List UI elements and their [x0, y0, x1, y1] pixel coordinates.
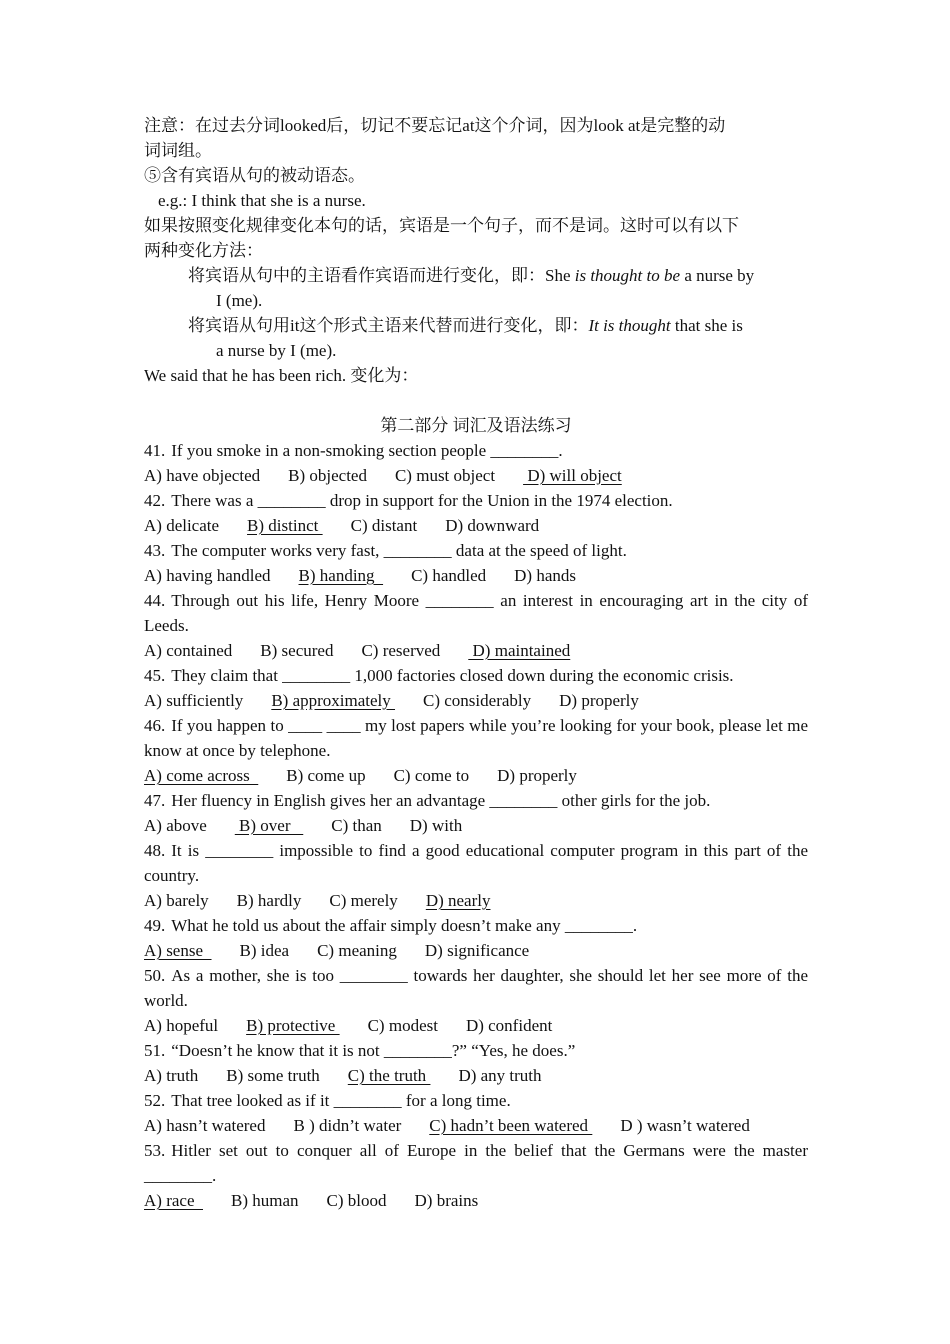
method-text: a nurse by: [680, 266, 755, 285]
question-number: 44.: [144, 591, 166, 610]
questions-list: [144, 438, 808, 1213]
correct-option: D) maintained: [468, 641, 571, 660]
correct-option: B) handing: [298, 566, 384, 585]
answer-option: A) truth: [144, 1066, 199, 1085]
answer-options: [144, 1113, 808, 1138]
answer-option: D) properly: [559, 691, 639, 710]
answer-option: C) distant: [350, 516, 418, 535]
item-heading: ⑤含有宾语从句的被动语态。: [144, 166, 365, 185]
question-stem: [144, 713, 808, 763]
answer-option: B) some truth: [226, 1066, 320, 1085]
answer-option: D) confident: [465, 1016, 553, 1035]
answer-option: D) brains: [414, 1191, 479, 1210]
method-two-continued: a nurse by I (me).: [216, 341, 337, 360]
question-stem: [144, 538, 808, 563]
answer-option: B ) didn’t water: [293, 1116, 402, 1135]
answer-options: [144, 1013, 808, 1038]
question-stem: [144, 963, 808, 1013]
method-text: that she is: [670, 316, 743, 335]
correct-option: B) protective: [246, 1016, 340, 1035]
question-item: [144, 963, 808, 1038]
answer-option: C) reserved: [361, 641, 441, 660]
question-item: [144, 538, 808, 588]
explanation-line: 两种变化方法：: [144, 241, 263, 260]
question-text: Hitler set out to conquer all of Europe in the belief that the Germans were the master ________.: [144, 1141, 808, 1185]
question-item: [144, 913, 808, 963]
method-one-continued: I (me).: [216, 291, 263, 310]
answer-option: D) downward: [445, 516, 540, 535]
method-two: [144, 313, 808, 338]
correct-option: A) sense: [144, 941, 212, 960]
example-sentence: e.g.: I think that she is a nurse.: [158, 191, 366, 210]
answer-option: A) having handled: [144, 566, 271, 585]
correct-option: B) distinct: [247, 516, 323, 535]
answer-options: [144, 688, 808, 713]
method-text: 将宾语从句用it这个形式主语来代替而进行变化，即：: [188, 316, 589, 335]
question-number: 49.: [144, 916, 166, 935]
answer-option: A) delicate: [144, 516, 220, 535]
question-stem: [144, 438, 808, 463]
answer-option: B) human: [231, 1191, 299, 1210]
question-number: 48.: [144, 841, 166, 860]
question-number: 47.: [144, 791, 166, 810]
answer-option: C) modest: [367, 1016, 438, 1035]
question-stem: [144, 588, 808, 638]
answer-option: B) hardly: [236, 891, 302, 910]
answer-option: D ) wasn’t watered: [620, 1116, 750, 1135]
answer-option: C) considerably: [423, 691, 532, 710]
section-title: 第二部分 词汇及语法练习: [380, 416, 572, 435]
answer-option: C) must object: [394, 466, 496, 485]
question-number: 53.: [144, 1141, 166, 1160]
answer-option: A) hopeful: [144, 1016, 219, 1035]
answer-options: [144, 888, 808, 913]
question-text: There was a ________ drop in support for the Union in the 1974 election.: [171, 491, 673, 510]
answer-option: C) come to: [393, 766, 470, 785]
question-item: [144, 713, 808, 788]
answer-options: [144, 1188, 808, 1213]
answer-option: C) blood: [326, 1191, 387, 1210]
correct-option: D) nearly: [425, 891, 491, 910]
document-page: [144, 113, 808, 1213]
question-text: It is ________ impossible to find a good educational computer program in this part of the country.: [144, 841, 808, 885]
question-number: 45.: [144, 666, 166, 685]
question-number: 43.: [144, 541, 166, 560]
method-one: [144, 263, 808, 288]
question-text: Her fluency in English gives her an advantage ________ other girls for the job.: [171, 791, 711, 810]
method-text: 将宾语从句中的主语看作宾语而进行变化，即：She: [188, 266, 575, 285]
question-item: [144, 588, 808, 663]
question-item: [144, 1138, 808, 1213]
question-text: What he told us about the affair simply doesn’t make any ________.: [171, 916, 638, 935]
question-text: They claim that ________ 1,000 factories closed down during the economic crisis.: [171, 666, 734, 685]
spacer: [144, 388, 808, 413]
answer-option: A) have objected: [144, 466, 261, 485]
answer-option: C) than: [331, 816, 382, 835]
question-text: If you smoke in a non-smoking section people ________.: [171, 441, 563, 460]
answer-option: D) properly: [497, 766, 577, 785]
question-text: “Doesn’t he know that it is not ________?” “Yes, he does.”: [171, 1041, 576, 1060]
question-stem: [144, 663, 808, 688]
question-stem: [144, 838, 808, 888]
question-stem: [144, 788, 808, 813]
answer-option: A) above: [144, 816, 207, 835]
exercise-line: We said that he has been rich. 变化为：: [144, 366, 419, 385]
answer-option: D) hands: [514, 566, 576, 585]
question-item: [144, 438, 808, 488]
explanation-line: 如果按照变化规律变化本句的话，宾语是一个句子，而不是词。这时可以有以下: [144, 216, 739, 235]
answer-options: [144, 563, 808, 588]
question-number: 52.: [144, 1091, 166, 1110]
correct-option: A) come across: [144, 766, 259, 785]
answer-options: [144, 763, 808, 788]
question-text: That tree looked as if it ________ for a long time.: [171, 1091, 511, 1110]
answer-options: [144, 1063, 808, 1088]
note-line: 词词组。: [144, 141, 212, 160]
answer-option: D) with: [409, 816, 463, 835]
correct-option: C) hadn’t been watered: [429, 1116, 593, 1135]
method-italic: It is thought: [588, 316, 671, 335]
question-stem: [144, 1088, 808, 1113]
answer-option: B) idea: [239, 941, 290, 960]
question-item: [144, 788, 808, 838]
question-item: [144, 1038, 808, 1088]
answer-option: C) handled: [411, 566, 487, 585]
question-text: As a mother, she is too ________ towards her daughter, she should let her see more of the world.: [144, 966, 808, 1010]
method-italic: is thought to be: [574, 266, 681, 285]
note-line: 注意：在过去分词looked后，切记不要忘记at这个介词，因为look at是完整的动: [144, 116, 726, 135]
question-item: [144, 838, 808, 913]
answer-option: B) objected: [288, 466, 367, 485]
correct-option: C) the truth: [347, 1066, 431, 1085]
answer-option: D) significance: [424, 941, 530, 960]
question-text: If you happen to ____ ____ my lost papers while you’re looking for your book, please let me know at once by telephone.: [144, 716, 808, 760]
answer-options: [144, 638, 808, 663]
answer-options: [144, 513, 808, 538]
question-item: [144, 488, 808, 538]
question-text: The computer works very fast, ________ data at the speed of light.: [171, 541, 627, 560]
answer-option: A) contained: [144, 641, 233, 660]
answer-options: [144, 938, 808, 963]
answer-option: A) barely: [144, 891, 209, 910]
question-stem: [144, 913, 808, 938]
answer-options: [144, 463, 808, 488]
answer-option: A) sufficiently: [144, 691, 244, 710]
answer-option: C) merely: [329, 891, 398, 910]
question-stem: [144, 488, 808, 513]
question-item: [144, 663, 808, 713]
question-number: 41.: [144, 441, 166, 460]
question-item: [144, 1088, 808, 1138]
answer-option: A) hasn’t watered: [144, 1116, 266, 1135]
question-stem: [144, 1038, 808, 1063]
answer-option: B) come up: [286, 766, 366, 785]
question-text: Through out his life, Henry Moore ________ an interest in encouraging art in the city of Leeds.: [144, 591, 808, 635]
question-number: 51.: [144, 1041, 166, 1060]
answer-option: D) any truth: [458, 1066, 542, 1085]
notes-section: [144, 113, 808, 388]
answer-option: C) meaning: [317, 941, 397, 960]
correct-option: B) approximately: [271, 691, 396, 710]
correct-option: B) over: [234, 816, 304, 835]
answer-option: B) secured: [260, 641, 334, 660]
question-stem: [144, 1138, 808, 1188]
question-number: 46.: [144, 716, 166, 735]
question-number: 50.: [144, 966, 166, 985]
answer-options: [144, 813, 808, 838]
question-number: 42.: [144, 491, 166, 510]
correct-option: A) race: [144, 1191, 203, 1210]
correct-option: D) will object: [523, 466, 622, 485]
